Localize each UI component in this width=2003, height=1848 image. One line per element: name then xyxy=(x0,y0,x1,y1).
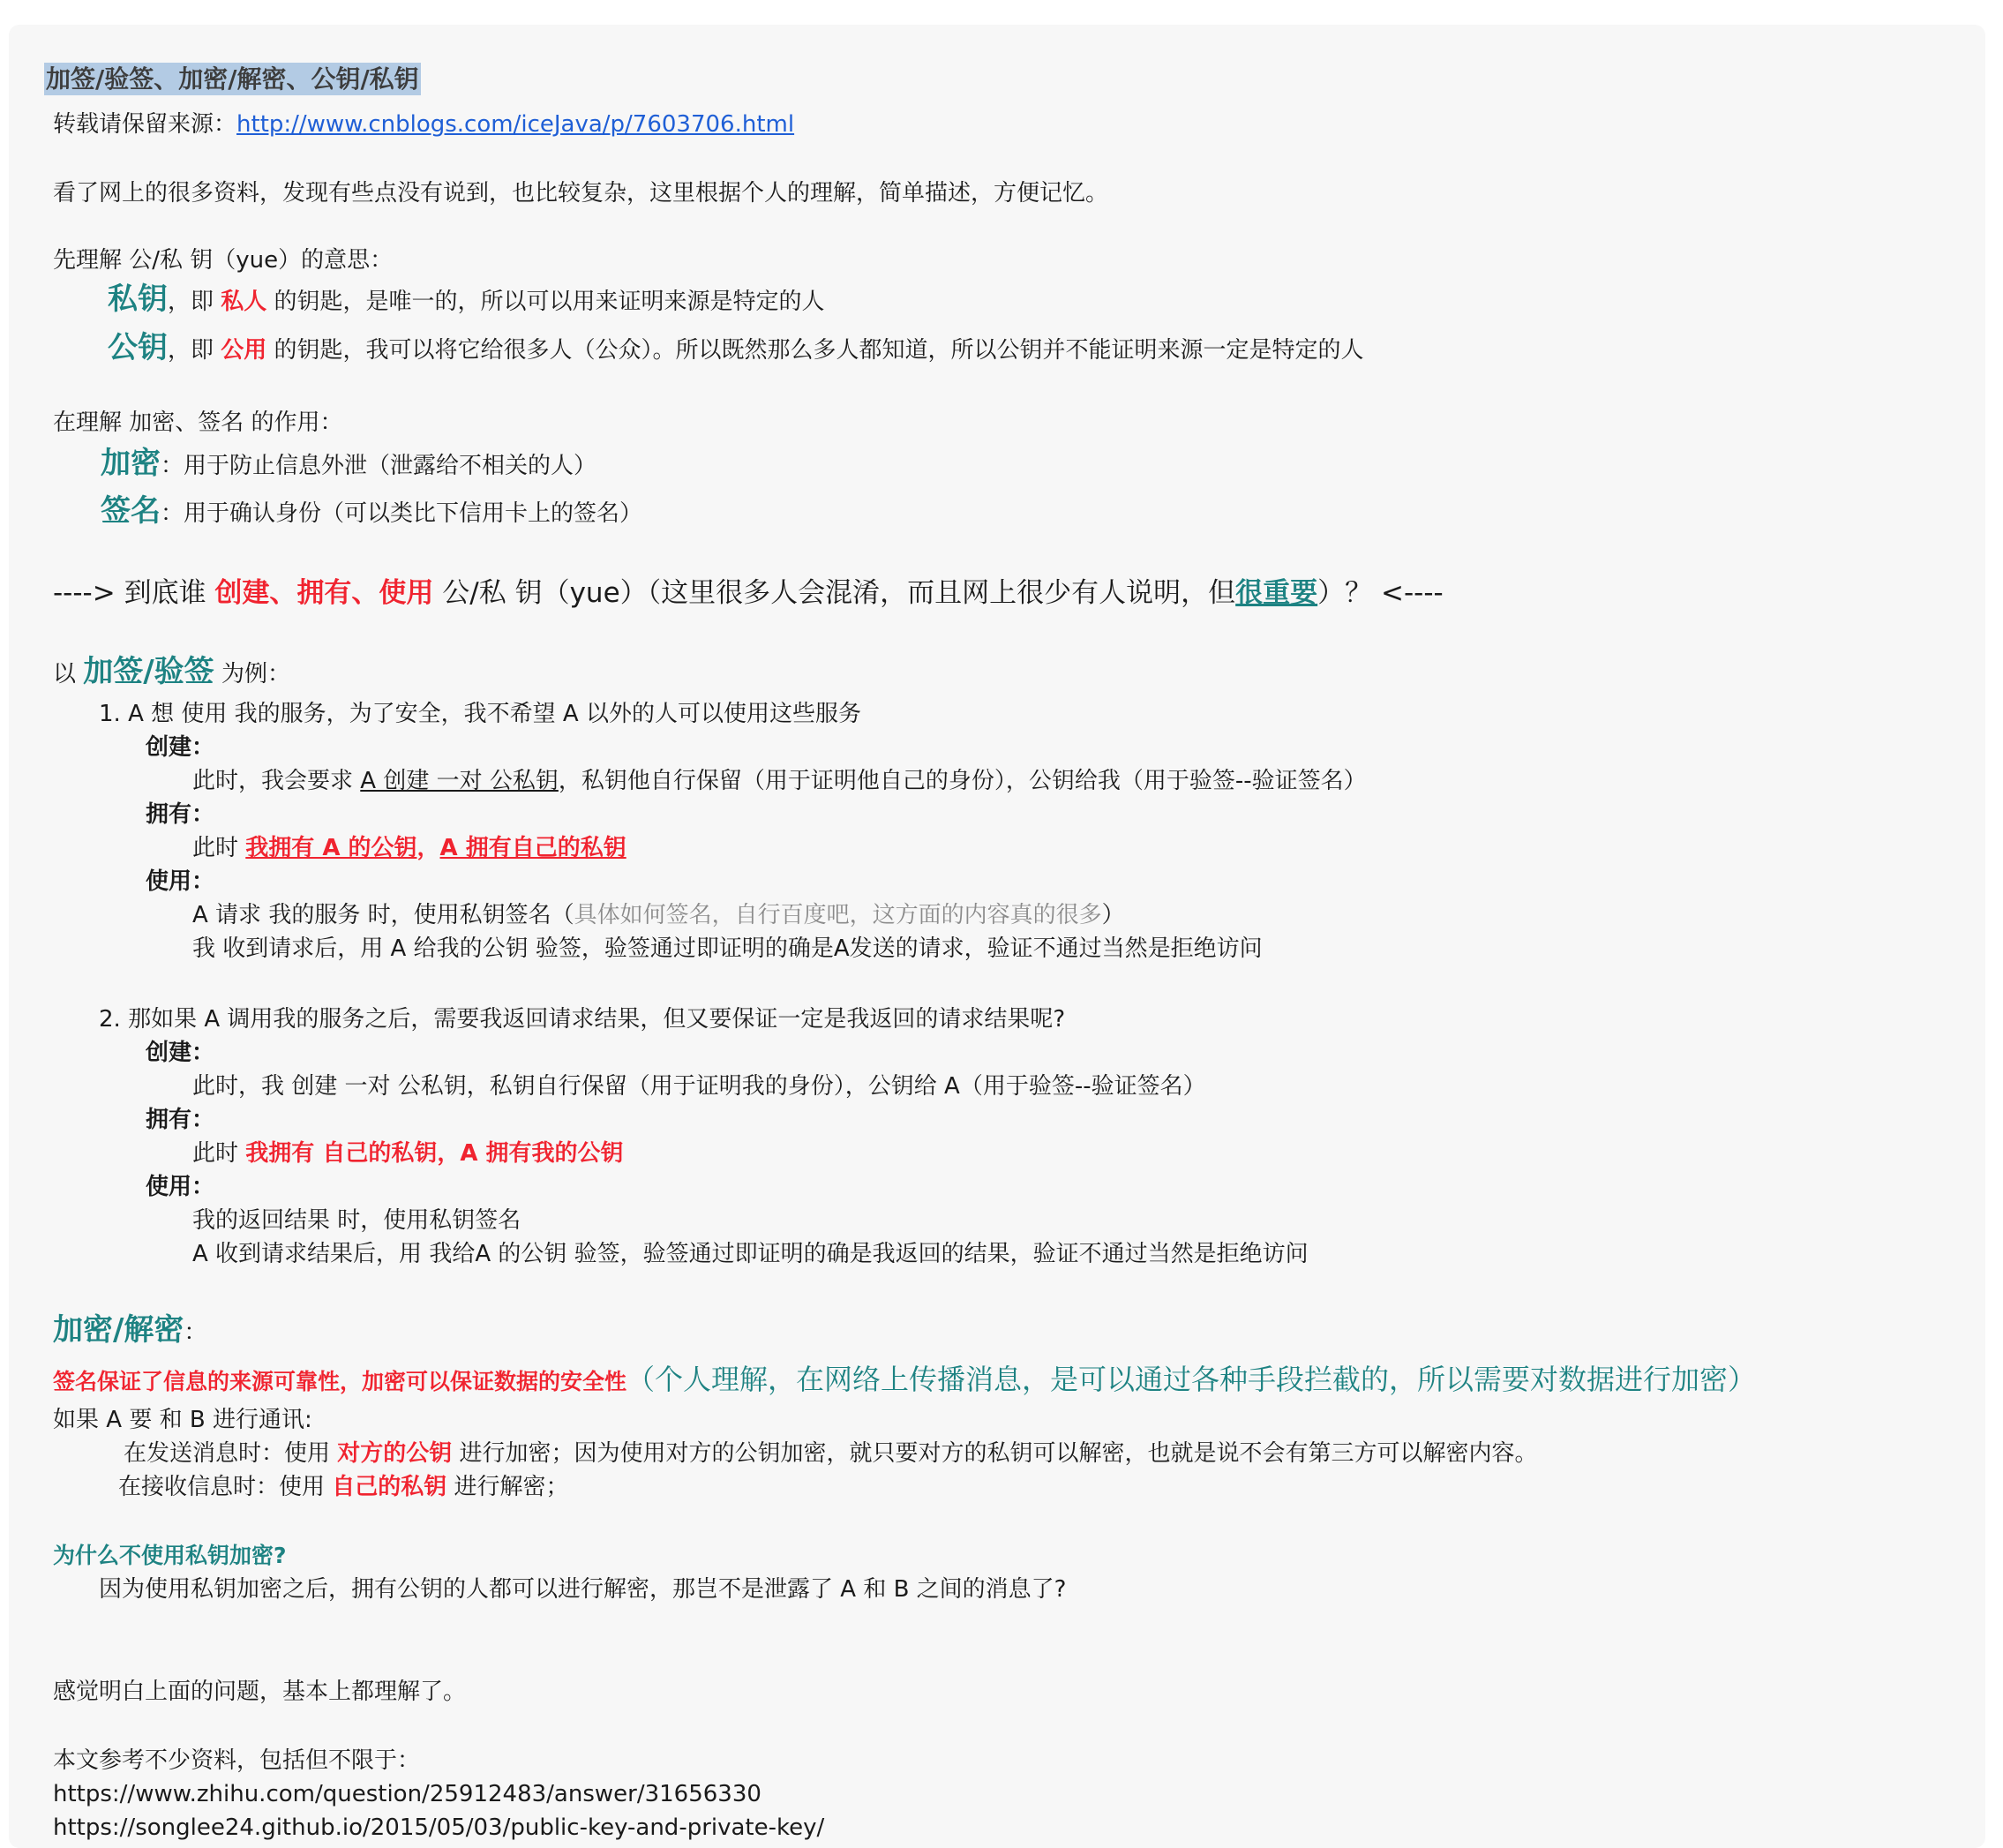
case2-own-hl: 我拥有 自己的私钥，A 拥有我的公钥 xyxy=(245,1140,624,1167)
source-label: 转载请保留来源： xyxy=(53,111,237,138)
case1-create-label: 创建： xyxy=(146,734,215,761)
case2-use1: 我的返回结果 时，使用私钥签名 xyxy=(192,1207,521,1234)
source-line xyxy=(53,108,794,141)
case2-create-text: 此时，我 创建 一对 公私钥，私钥自行保留（用于证明我的身份），公钥给 A（用于验签--验证签名） xyxy=(192,1073,1206,1100)
case1-own-label: 拥有： xyxy=(146,801,215,828)
public-key-term: 公钥 xyxy=(108,330,168,365)
case2-use-label: 使用： xyxy=(146,1174,215,1200)
encrypt-section-term: 加密/解密 xyxy=(53,1312,184,1348)
case2-create-label: 创建： xyxy=(146,1040,215,1066)
sign-section-heading xyxy=(53,655,290,691)
case1-create-pre: 此时，我会要求 xyxy=(192,768,361,794)
case1-own-hl2: A 拥有自己的私钥 xyxy=(439,835,626,861)
case1-own-pre: 此时 xyxy=(192,835,246,861)
case1-title: 1. A 想 使用 我的服务，为了安全，我不希望 A 以外的人可以使用这些服务 xyxy=(99,701,861,727)
case1-own-sep: ， xyxy=(416,835,440,861)
sign-term: 签名 xyxy=(101,493,161,529)
case2-own-text xyxy=(192,1137,624,1170)
send-post: 进行加密；因为使用对方的公钥加密，就只要对方的私钥可以解密，也就是说不会有第三方可以解密内容。 xyxy=(452,1440,1538,1467)
encrypt-summary xyxy=(53,1359,1756,1402)
public-key-line xyxy=(108,331,1364,367)
send-pre: 在发送消息时：使用 xyxy=(124,1440,338,1467)
encrypt-term: 加密 xyxy=(101,446,161,481)
sign-section-pre: 以 xyxy=(53,661,84,687)
intro-text: 看了网上的很多资料，发现有些点没有说到，也比较复杂，这里根据个人的理解，简单描述，方便记忆。 xyxy=(53,180,1109,207)
case2-use2: A 收到请求结果后，用 我给A 的公钥 验签，验签通过即证明的确是我返回的结果，验证不通过当然是拒绝访问 xyxy=(192,1241,1309,1267)
private-key-line xyxy=(108,282,825,319)
encrypt-role-line xyxy=(101,447,596,483)
refs-heading: 本文参考不少资料，包括但不限于： xyxy=(53,1747,421,1774)
case1-use1 xyxy=(192,898,1125,932)
case2-own-pre: 此时 xyxy=(192,1140,246,1167)
encrypt-section-heading xyxy=(53,1310,206,1353)
case1-create-text xyxy=(192,764,1367,798)
private-key-term: 私钥 xyxy=(108,282,168,317)
case1-create-post: ，私钥他自行保留（用于证明他自己的身份），公钥给我（用于验签--验证签名） xyxy=(558,768,1367,794)
public-key-highlight: 公用 xyxy=(221,337,267,364)
case1-use1-post: ） xyxy=(1101,902,1125,928)
public-key-desc: 的钥匙，我可以将它给很多人（公众）。所以既然那么多人都知道，所以公钥并不能证明来源一定是特定的人 xyxy=(266,337,1364,364)
case1-use1-pre: A 请求 我的服务 时，使用私钥签名（ xyxy=(192,902,574,928)
source-link[interactable]: http://www.cnblogs.com/iceJava/p/7603706.html xyxy=(236,111,795,138)
question-highlight: 创建、拥有、使用 xyxy=(214,577,434,609)
why-answer: 因为使用私钥加密之后，拥有公钥的人都可以进行解密，那岂不是泄露了 A 和 B 之间的消息了? xyxy=(99,1576,1067,1603)
question-important: 很重要 xyxy=(1235,577,1318,609)
recv-highlight: 自己的私钥 xyxy=(332,1474,447,1500)
case2-own-label: 拥有： xyxy=(146,1107,215,1133)
ref-link[interactable]: https://www.zhihu.com/question/25912483/answer/31656330 xyxy=(53,1781,761,1807)
case2-title: 2. 那如果 A 调用我的服务之后，需要我返回请求结果，但又要保证一定是我返回的请求结果呢? xyxy=(99,1006,1066,1033)
sign-desc: ：用于确认身份（可以类比下信用卡上的签名） xyxy=(161,500,643,527)
private-key-desc: 的钥匙，是唯一的，所以可以用来证明来源是特定的人 xyxy=(266,289,825,315)
sign-section-post: 为例： xyxy=(214,661,290,687)
encrypt-summary-teal: （个人理解，在网络上传播消息，是可以通过各种手段拦截的，所以需要对数据进行加密） xyxy=(626,1363,1757,1396)
recv-post: 进行解密； xyxy=(446,1474,569,1500)
sign-role-line xyxy=(101,494,642,530)
encrypt-section-colon: ： xyxy=(184,1319,207,1346)
case1-use1-gray: 具体如何签名，自行百度吧，这方面的内容真的很多 xyxy=(574,902,1102,928)
encrypt-desc: ：用于防止信息外泄（泄露给不相关的人） xyxy=(161,453,597,479)
case1-use2: 我 收到请求后，用 A 给我的公钥 验签，验签通过即证明的确是A发送的请求，验证不通过当然是拒绝访问 xyxy=(192,935,1263,962)
public-key-pre: ，即 xyxy=(168,337,221,364)
case1-own-hl1: 我拥有 A 的公钥 xyxy=(245,835,417,861)
ref-link[interactable]: https://songlee24.github.io/2015/05/03/public-key-and-private-key/ xyxy=(53,1814,825,1841)
sign-section-term: 加签/验签 xyxy=(83,654,214,689)
send-line xyxy=(124,1437,1538,1470)
conclusion-text: 感觉明白上面的问题，基本上都理解了。 xyxy=(53,1679,467,1705)
page-title xyxy=(44,62,421,97)
private-key-pre: ，即 xyxy=(168,289,221,315)
why-question: 为什么不使用私钥加密? xyxy=(53,1543,287,1568)
keys-heading: 先理解 公/私 钥（yue）的意思： xyxy=(53,247,394,274)
case1-own-text xyxy=(192,831,626,865)
recv-line xyxy=(118,1470,569,1504)
case1-create-underline: A 创建 一对 公私钥 xyxy=(360,768,559,794)
key-question xyxy=(53,574,1444,612)
roles-heading: 在理解 加密、签名 的作用： xyxy=(53,409,343,436)
question-mid: 公/私 钥（yue）（这里很多人会混淆，而且网上很少有人说明，但 xyxy=(433,577,1236,609)
question-post: ）？ <---- xyxy=(1317,577,1444,609)
case1-use-label: 使用： xyxy=(146,868,215,895)
send-highlight: 对方的公钥 xyxy=(337,1440,453,1467)
comm-line: 如果 A 要 和 B 进行通讯: xyxy=(53,1407,312,1433)
private-key-highlight: 私人 xyxy=(221,289,267,315)
encrypt-summary-red: 签名保证了信息的来源可靠性，加密可以保证数据的安全性 xyxy=(53,1369,627,1394)
recv-pre: 在接收信息时：使用 xyxy=(118,1474,333,1500)
question-pre: ----> 到底谁 xyxy=(53,577,215,609)
page-title-text: 加签/验签、加密/解密、公钥/私钥 xyxy=(46,64,419,94)
